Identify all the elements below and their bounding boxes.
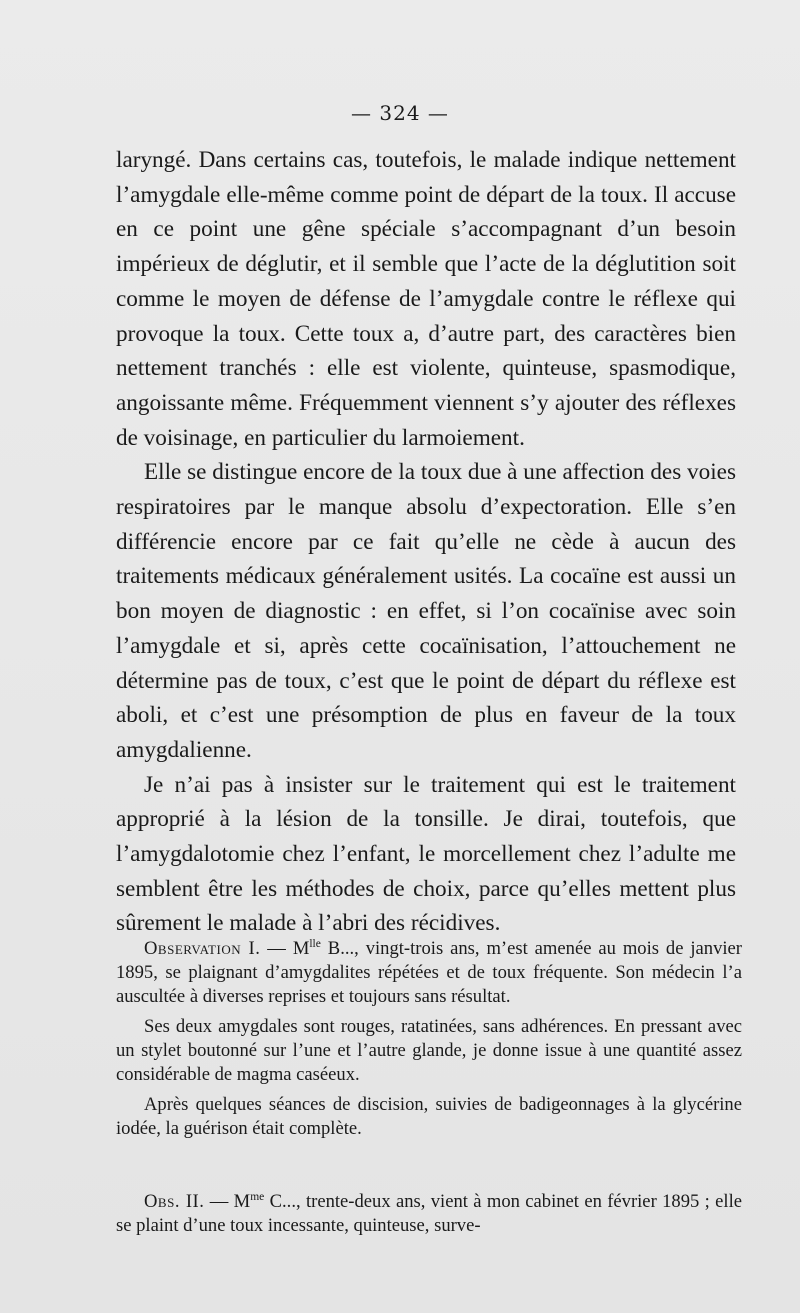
paragraph: Elle se distingue encore de la toux due à une affection des voies respiratoires par le manque absolu d’expectoration. Elle s’en différencie encore par ce fait qu’elle ne cède à aucun des traitements médicaux généralement usités. La cocaïne est aussi un bon moyen de diagnostic : en effet, si l’on cocaïnise avec soin l’amygdale et si, après cette cocaïnisation, l’attouchement ne détermine pas de toux, c’est que le point de départ du réflexe est aboli, et c’est une présomption de plus en faveur de la toux amygdalienne. <box>116 459 736 763</box>
paragraph: Je n’ai pas à insister sur le traitement qui est le traitement approprié à la lésion de la tonsille. Je dirai, toutefois, que l’amygdalotomie chez l’enfant, le morcellement chez l’adulte me semblent être les méthodes de choix, parce qu’elles mettent plus sûrement le malade à l’abri des récidives. <box>116 771 736 937</box>
observation-1 <box>116 937 742 1141</box>
observation-2 <box>116 1190 742 1238</box>
main-text <box>116 143 736 941</box>
page-number: — 324 — <box>351 101 449 125</box>
observation-1-paragraph: Après quelques séances de discision, suivies de badigeonnages à la glycérine iodée, la guérison était complète. <box>116 1094 742 1139</box>
observation-1-intro: Observation I. — $M^{lle}$ B..., vingt-trois ans, m’est amenée au mois de janvier 1895, se plaignant d’amygdalites répétées et de toux fréquente. Son médecin l’a auscultée à diverses reprises et toujours sans résultat. <box>116 937 743 1007</box>
observation-2-intro: Obs. II. — $M^{me}$ C..., trente-deux ans, vient à mon cabinet en février 1895 ; elle se plaint d’une toux incessante, quinteuse, surve- <box>116 1190 742 1236</box>
observation-1-paragraph: Ses deux amygdales sont rouges, ratatinées, sans adhérences. En pressant avec un stylet boutonné sur l’une et l’autre glande, je donne issue à une quantité assez considérable de magma caséeux. <box>116 1016 742 1085</box>
observation-2-heading: Obs. II. <box>144 1191 205 1212</box>
paragraph: laryngé. Dans certains cas, toutefois, le malade indique nettement l’amygdale elle-même comme point de départ de la toux. Il accuse en ce point une gêne spéciale s’accompagnant d’un besoin impérieux de déglutir, et il semble que l’acte de la déglutition soit comme le moyen de défense de l’amygdale contre le réflexe qui provoque la toux. Cette toux a, d’autre part, des caractères bien nettement tranchés : elle est violente, quinteuse, spasmodique, angoissante même. Fréquemment viennent s’y ajouter des réflexes de voisinage, en particulier du larmoiement. <box>116 147 736 451</box>
observation-1-heading: Observation I. <box>144 938 261 959</box>
